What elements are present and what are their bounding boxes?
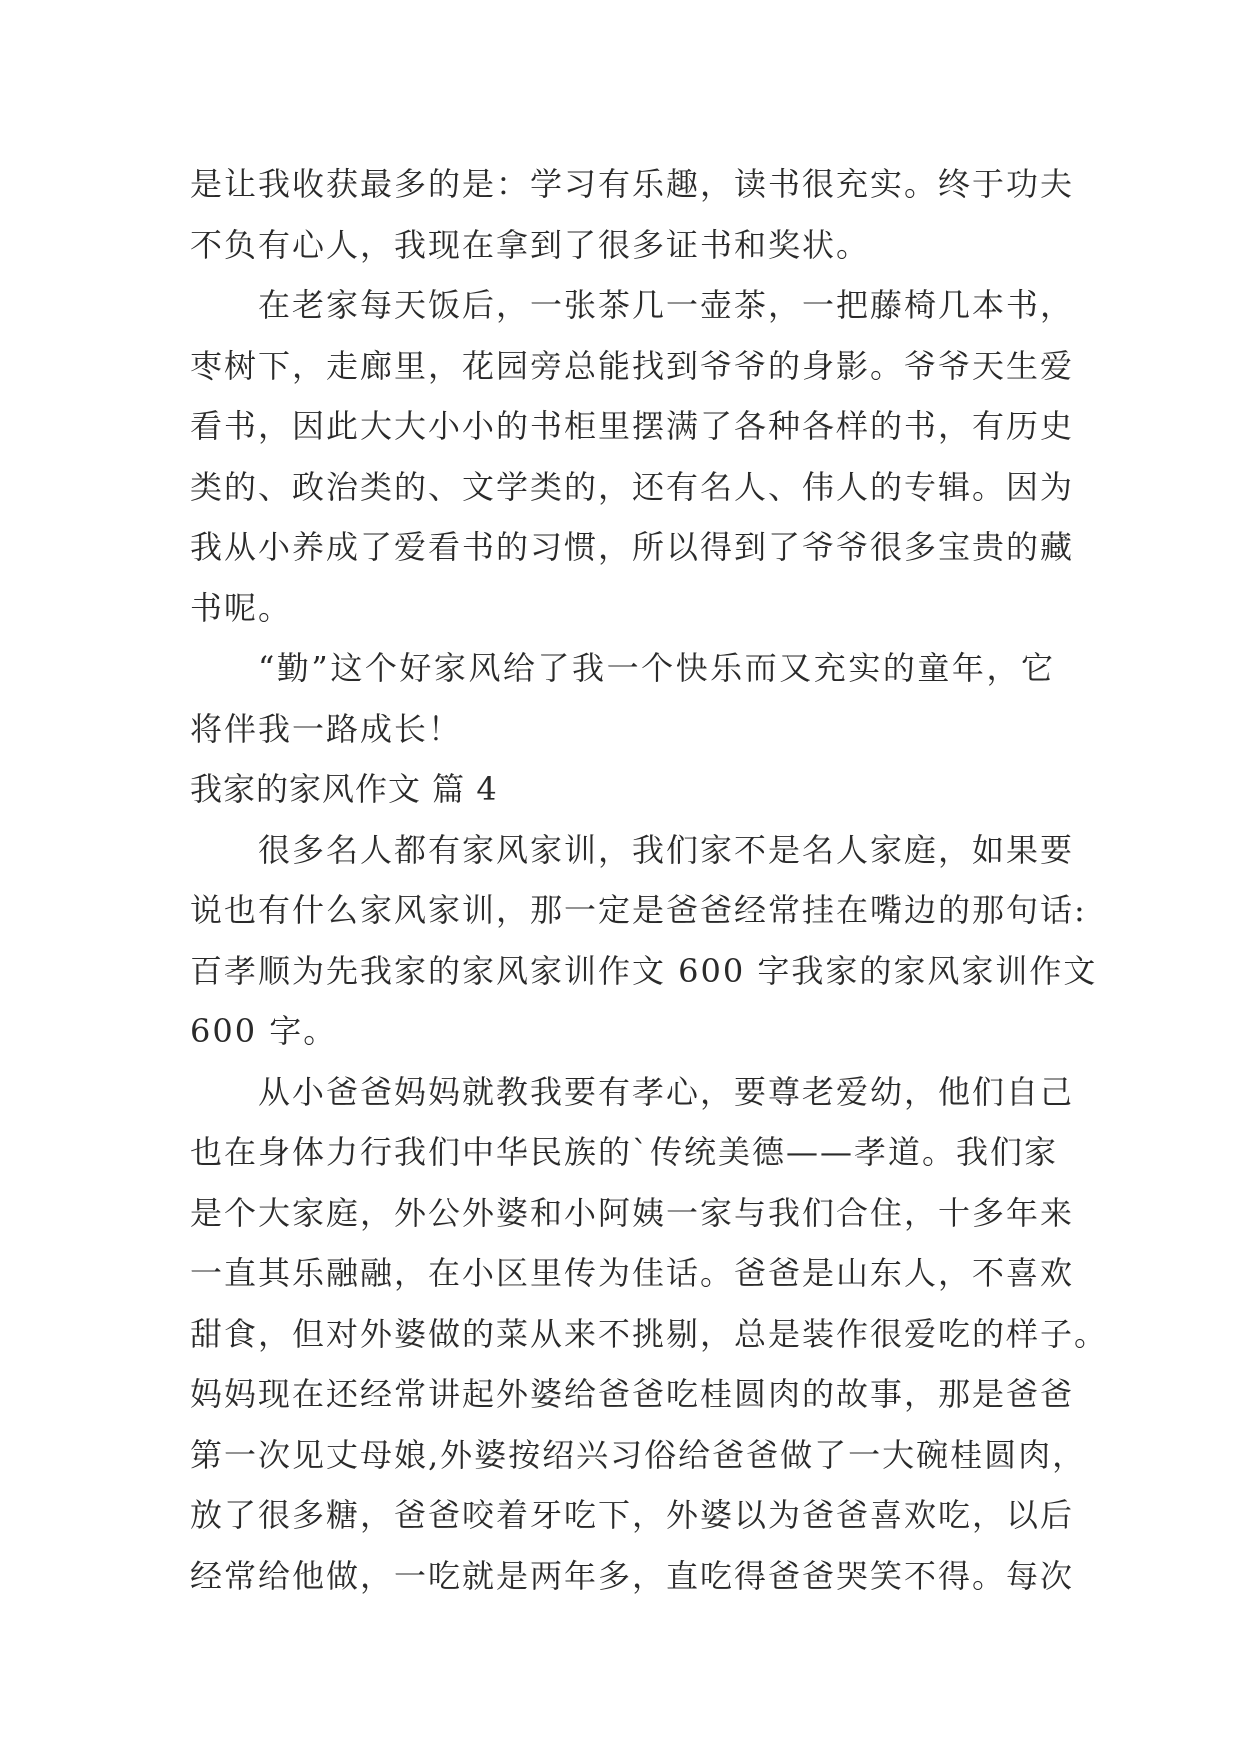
paragraph-start-line: 很多名人都有家风家训，我们家不是名人家庭，如果要 [258,830,1075,869]
text-line: 看书，因此大大小小的书柜里摆满了各种各样的书，有历史 [190,407,1075,445]
text-line: 百孝顺为先我家的家风家训作文 600 字我家的家风家训作文 [190,951,1098,990]
document-body [190,154,1109,1606]
text-line: 不负有心人，我现在拿到了很多证书和奖状。 [190,225,871,264]
text-line: 将伴我一路成长！ [190,709,463,748]
text-line: 放了很多糖，爸爸咬着牙吃下，外婆以为爸爸喜欢吃，以后 [190,1496,1075,1534]
text-line: 第一次见丈母娘,外婆按绍兴习俗给爸爸做了一大碗桂圆肉， [190,1435,1087,1474]
text-line: 也在身体力行我们中华民族的`传统美德——孝道。我们家 [190,1133,1059,1171]
paragraph-start-line: 从小爸爸妈妈就教我要有孝心，要尊老爱幼，他们自己 [258,1072,1075,1111]
text-line: 是个大家庭，外公外婆和小阿姨一家与我们合住，十多年来 [190,1193,1075,1232]
text-line: 枣树下，走廊里，花园旁总能找到爷爷的身影。爷爷天生爱 [190,346,1075,385]
text-line: 书呢。 [190,588,293,627]
text-line: 是让我收获最多的是：学习有乐趣，读书很充实。终于功夫 [190,165,1075,203]
text-line: 600 字。 [190,1012,338,1050]
text-line: 经常给他做，一吃就是两年多，直吃得爸爸哭笑不得。每次 [190,1556,1075,1595]
text-line: 甜食，但对外婆做的菜从来不挑剔，总是装作很爱吃的样子。 [190,1314,1109,1353]
text-line: 妈妈现在还经常讲起外婆给爸爸吃桂圆肉的故事，那是爸爸 [190,1375,1075,1413]
paragraph-start-line: 在老家每天饭后，一张茶几一壶茶，一把藤椅几本书， [258,286,1075,324]
text-line: 说也有什么家风家训，那一定是爸爸经常挂在嘴边的那句话: [190,891,1087,929]
paragraph-start-line: “勤”这个好家风给了我一个快乐而又充实的童年，它 [258,649,1055,687]
section-heading: 我家的家风作文 篇 4 [190,770,498,808]
text-line: 我从小养成了爱看书的习惯，所以得到了爷爷很多宝贵的藏 [190,528,1075,566]
text-line: 类的、政治类的、文学类的，还有名人、伟人的专辑。因为 [190,467,1075,506]
text-line: 一直其乐融融，在小区里传为佳话。爸爸是山东人，不喜欢 [190,1254,1075,1292]
